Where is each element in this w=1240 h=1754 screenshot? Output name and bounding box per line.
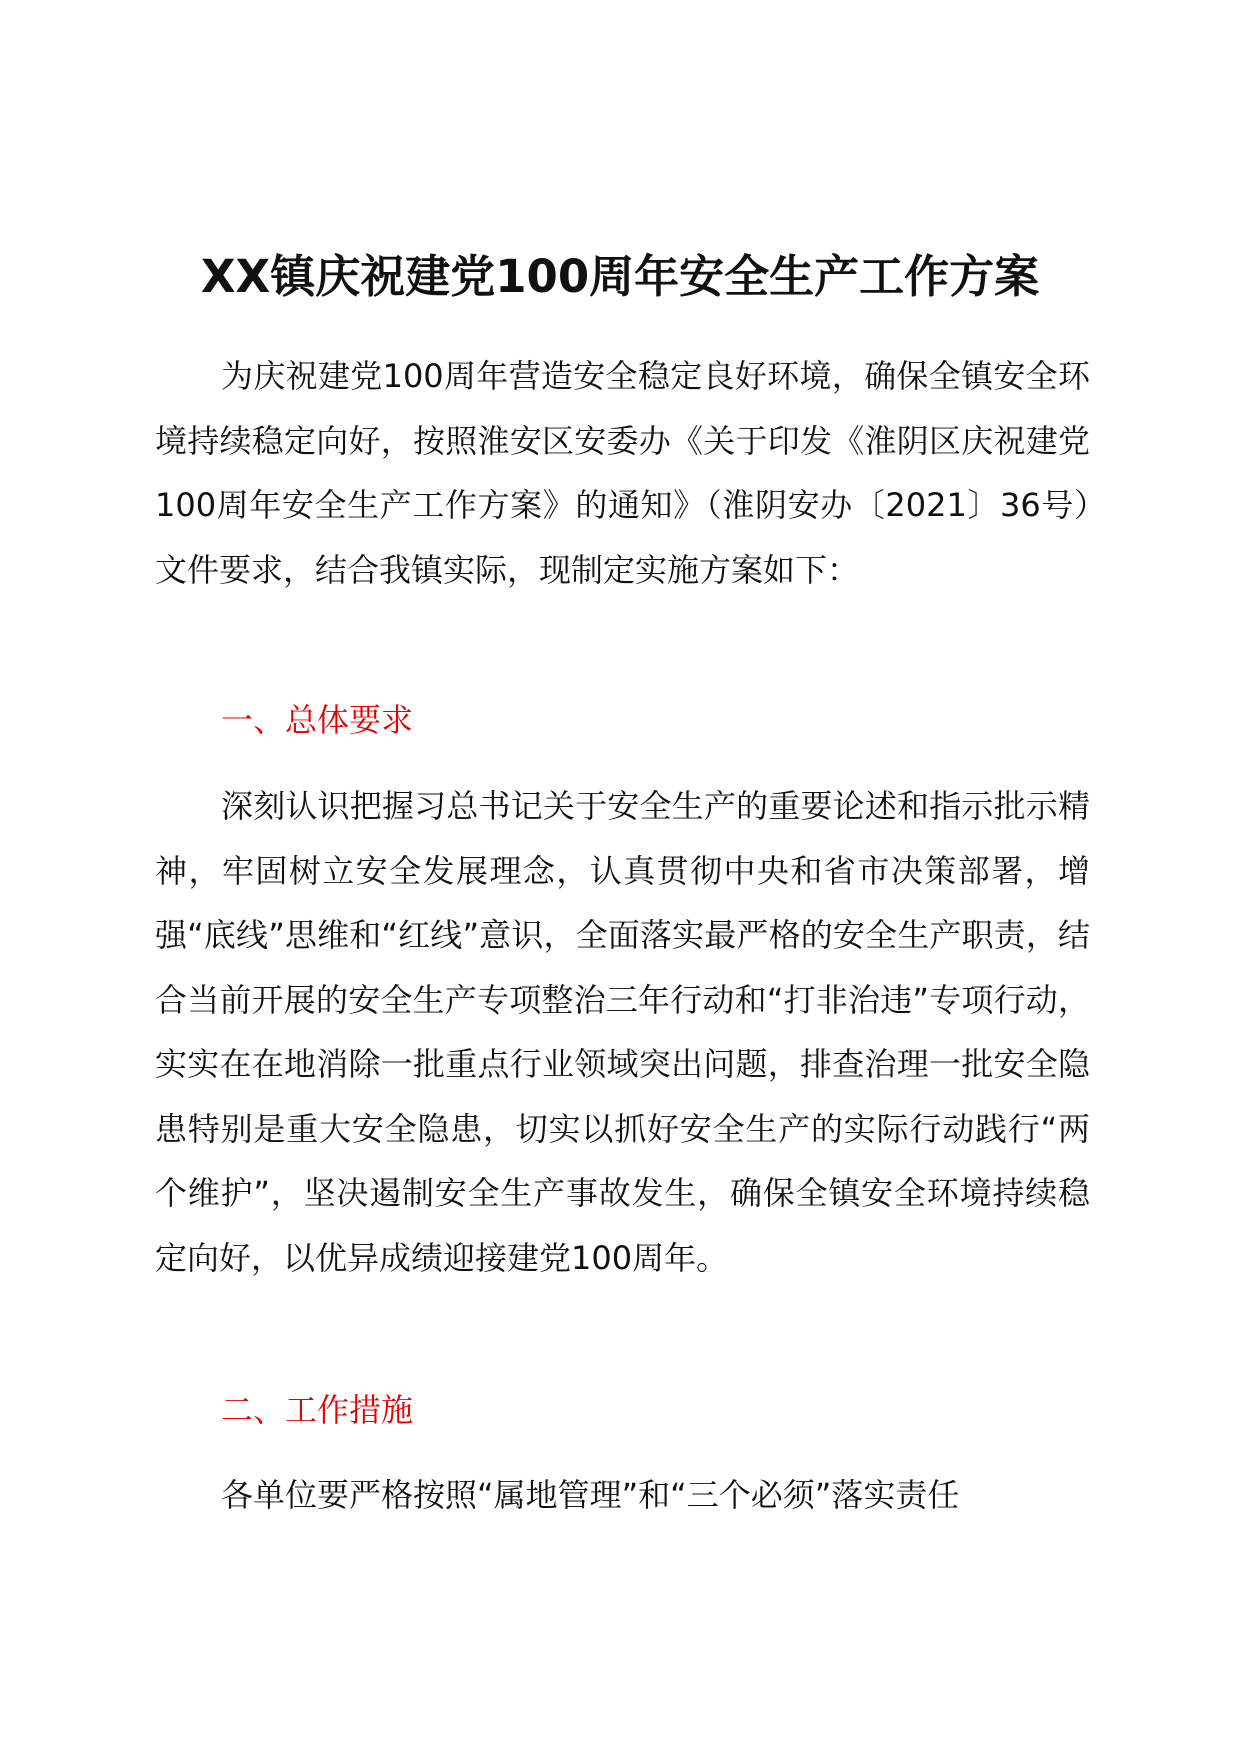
section-body-general-requirements: 深刻认识把握习总书记关于安全生产的重要论述和指示批示精神，牢固树立安全发展理念，认真贯彻中央和省市决策部署，增强“底线”思维和“红线”意识，全面落实最严格的安全生产职责，结合当前开展的安全生产专项整治三年行动和“打非治违”专项行动，实实在在地消除一批重点行业领域突出问题，排查治理一批安全隐患特别是重大安全隐患，切实以抓好安全生产的实际行动践行“两个维护”，坚决遏制安全生产事故发生，确保全镇安全环境持续稳定向好，以优异成绩迎接建党100周年。: [155, 787, 1090, 1277]
intro-paragraph: 为庆祝建党100周年营造安全稳定良好环境，确保全镇安全环境持续稳定向好，按照淮安区安委办《关于印发《淮阴区庆祝建党100周年安全生产工作方案》的通知》（淮阴安办〔2021〕36号）文件要求，结合我镇实际，现制定实施方案如下：: [155, 357, 1090, 589]
section-heading-work-measures: 二、工作措施: [221, 1391, 414, 1429]
section-body-work-measures: 各单位要严格按照“属地管理”和“三个必须”落实责任: [221, 1476, 960, 1514]
section-heading-general-requirements: 一、总体要求: [221, 701, 414, 739]
document-title: XX镇庆祝建党100周年安全生产工作方案: [200, 250, 1040, 303]
